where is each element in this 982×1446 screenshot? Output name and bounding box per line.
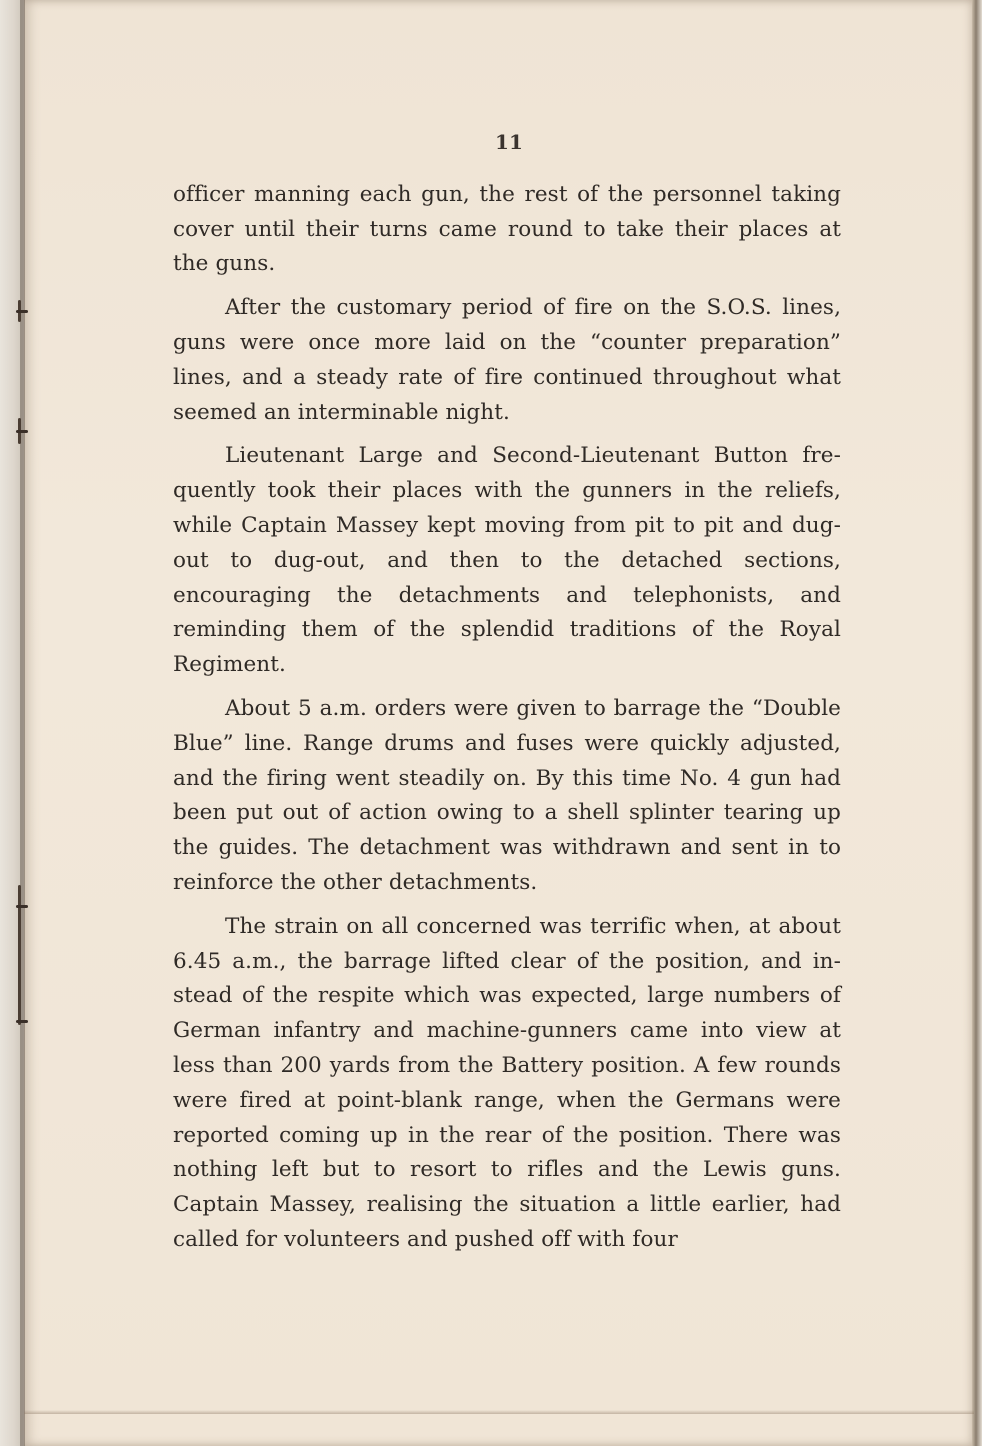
page-bottom-shadow (24, 1410, 974, 1414)
paragraph: After the customary period of fire on the S.O.S. lines, guns were once more laid on the “counter preparation” lines, and a steady rate of fire continued throughout what seemed an interminable night. (173, 295, 841, 425)
body-text (173, 125, 841, 1267)
binding-gutter (20, 0, 25, 1446)
paragraph: The strain on all concerned was terrific when, at about 6.45 a.m., the barrage lifted clear of the position, and in-stead of the respite which was expected, large numbers of German infantry and machine-gunners came into view at less than 200 yards from the Battery position. A few rounds were fired at point-blank range, when the Germans were reported coming up in the rear of the position. There was nothing left but to resort to rifles and the Lewis guns. Captain Massey, realising the situation a little earlier, had called for volunteers and pushed off with four (173, 913, 841, 1252)
binding-stitch (16, 310, 28, 313)
binding-stitch (16, 905, 28, 908)
paragraph: officer manning each gun, the rest of the personnel taking cover until their turns came round to take their places at the guns. (173, 181, 841, 277)
paragraph: About 5 a.m. orders were given to barrage the “Double Blue” line. Range drums and fuses were quickly adjusted, and the firing went steadily on. By this time No. 4 gun had been put out of action owing to a shell splinter tearing up the guides. The detachment was withdrawn and sent in to reinforce the other detachments. (173, 695, 841, 895)
page-edge (972, 0, 982, 1446)
binding-stitch (16, 430, 28, 433)
page-number: 11 (494, 130, 524, 154)
binding-stitch (16, 1020, 28, 1023)
paragraph: Lieutenant Large and Second-Lieutenant Button fre-quently took their places with the gunners in the reliefs, while Captain Massey kept moving from pit to pit and dug-out to dug-out, and then to the detached sections, encouraging the detachments and telephonists, and reminding them of the splendid traditions of the Royal Regiment. (173, 443, 841, 678)
